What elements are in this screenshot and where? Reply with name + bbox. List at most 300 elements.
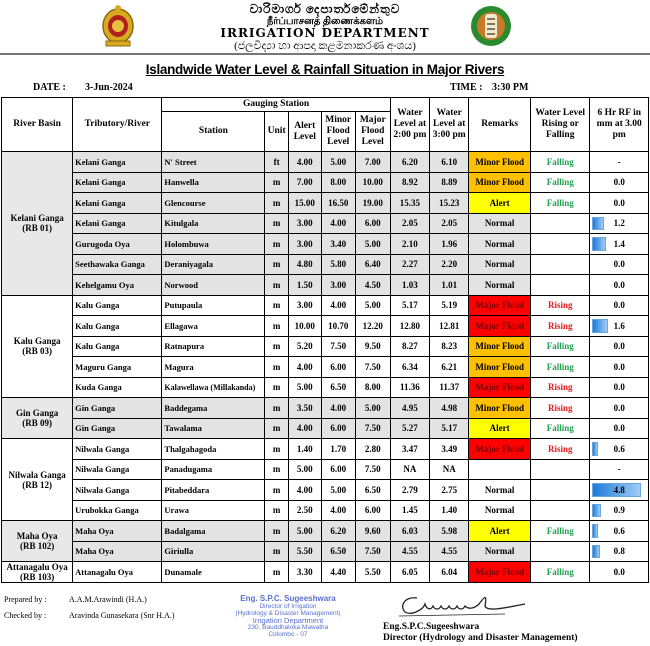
major-flood-cell: 12.20 — [355, 316, 390, 337]
remarks-cell: Major Flood — [469, 562, 531, 583]
tributary-cell: Nilwala Ganga — [73, 459, 162, 480]
tributary-cell: Nilwala Ganga — [73, 480, 162, 501]
rainfall-value: 0.0 — [613, 197, 625, 208]
date-value: 3-Jun-2024 — [85, 82, 133, 93]
trend-cell — [530, 480, 589, 501]
trend-cell: Rising — [530, 398, 589, 419]
major-flood-cell: 7.50 — [355, 418, 390, 439]
major-flood-cell: 6.50 — [355, 480, 390, 501]
station-cell: Magura — [162, 357, 265, 378]
wl-2pm-cell: 12.80 — [390, 316, 429, 337]
river-basin-cell — [2, 521, 73, 562]
table-row — [2, 316, 649, 337]
wl-2pm-cell: 2.27 — [390, 254, 429, 275]
remarks-cell: Normal — [469, 541, 531, 562]
table-row — [2, 500, 649, 521]
sinhala-title: වාරිමාර්ග දෙපාර්තමේන්තුව — [249, 2, 401, 16]
major-flood-cell: 7.00 — [355, 152, 390, 173]
remarks-cell: Normal — [469, 480, 531, 501]
rainfall-bar — [592, 545, 600, 559]
unit-cell: m — [265, 418, 288, 439]
header-minor-flood: Minor Flood Level — [321, 112, 355, 152]
river-basin-cell — [2, 562, 73, 583]
alert-level-cell: 15.00 — [288, 193, 321, 214]
remarks-cell: Minor Flood — [469, 172, 531, 193]
alert-level-cell: 2.50 — [288, 500, 321, 521]
alert-level-cell: 4.00 — [288, 152, 321, 173]
rf-cell — [590, 500, 649, 521]
sri-lanka-emblem-icon — [100, 4, 136, 48]
station-cell: Kalawellawa (Millakanda) — [162, 377, 265, 398]
minor-flood-cell: 6.00 — [321, 357, 355, 378]
river-basin-cell — [2, 295, 73, 398]
alert-level-cell: 4.00 — [288, 480, 321, 501]
checked-by-label: Checked by : — [4, 611, 47, 620]
rainfall-bar — [592, 217, 604, 231]
alert-level-cell: 3.00 — [288, 295, 321, 316]
station-cell: Kitulgala — [162, 213, 265, 234]
checked-by-value: Aravinda Gunasekara (Snr H.A.) — [69, 611, 175, 620]
remarks-cell: Normal — [469, 213, 531, 234]
trend-cell: Falling — [530, 357, 589, 378]
station-cell: N' Street — [162, 152, 265, 173]
basin-code: (RB 01) — [22, 223, 52, 234]
wl-2pm-cell: 6.20 — [390, 152, 429, 173]
tamil-title: நீர்ப்பாசனத் திணைக்களம் — [266, 16, 384, 27]
header-wl-3pm: Water Level at 3:00 pm — [430, 98, 469, 152]
header-rising-falling: Water Level Rising or Falling — [530, 98, 589, 152]
header-divider — [0, 53, 650, 55]
wl-2pm-cell: NA — [390, 459, 429, 480]
station-cell: Hanwella — [162, 172, 265, 193]
tributary-cell: Kelani Ganga — [73, 193, 162, 214]
major-flood-cell: 9.50 — [355, 336, 390, 357]
minor-flood-cell: 3.40 — [321, 234, 355, 255]
rf-cell — [590, 459, 649, 480]
major-flood-cell: 5.00 — [355, 398, 390, 419]
rainfall-value: - — [617, 156, 621, 167]
signatory-name: Eng.S.P.C.Sugeeshwara — [383, 622, 480, 632]
stamp-line: (Hydrology & Disaster Management) — [235, 610, 341, 617]
minor-flood-cell: 7.50 — [321, 336, 355, 357]
station-cell: Urawa — [162, 500, 265, 521]
remarks-cell: Normal — [469, 500, 531, 521]
station-cell: Ellagawa — [162, 316, 265, 337]
rainfall-bar — [592, 319, 608, 333]
unit-cell: m — [265, 357, 288, 378]
station-cell: Giriulla — [162, 541, 265, 562]
preparer-block — [4, 592, 175, 624]
header-unit: Unit — [265, 112, 288, 152]
trend-cell: Falling — [530, 336, 589, 357]
rainfall-value: 0.0 — [613, 259, 625, 270]
wl-3pm-cell: 1.40 — [430, 500, 469, 521]
header-rf-6hr: 6 Hr RF in mm at 3.00 pm — [590, 98, 649, 152]
unit-cell: m — [265, 213, 288, 234]
wl-2pm-cell: 6.05 — [390, 562, 429, 583]
wl-2pm-cell: 3.47 — [390, 439, 429, 460]
alert-level-cell: 1.50 — [288, 275, 321, 296]
major-flood-cell: 2.80 — [355, 439, 390, 460]
stamp-line: Eng. S.P.C. Sugeeshwara — [240, 594, 336, 603]
wl-2pm-cell: 11.36 — [390, 377, 429, 398]
header-river-basin: River Basin — [2, 98, 73, 152]
basin-code: (RB 09) — [22, 418, 52, 428]
wl-3pm-cell: 2.20 — [430, 254, 469, 275]
water-level-table — [1, 97, 649, 583]
major-flood-cell: 8.00 — [355, 377, 390, 398]
tributary-cell: Kuda Ganga — [73, 377, 162, 398]
wl-3pm-cell: 11.37 — [430, 377, 469, 398]
time-label: TIME : — [450, 82, 483, 93]
minor-flood-cell: 5.80 — [321, 254, 355, 275]
remarks-cell: Major Flood — [469, 377, 531, 398]
basin-code: (RB 102) — [19, 541, 55, 551]
unit-cell: m — [265, 172, 288, 193]
basin-code: (RB 103) — [19, 572, 55, 582]
minor-flood-cell: 6.50 — [321, 377, 355, 398]
basin-code: (RB 12) — [22, 479, 52, 490]
report-title: Islandwide Water Level & Rainfall Situation in Major Rivers — [145, 62, 505, 77]
wl-3pm-cell: 4.55 — [430, 541, 469, 562]
tributary-cell: Kelani Ganga — [73, 152, 162, 173]
wl-3pm-cell: 5.17 — [430, 418, 469, 439]
rainfall-value: 0.0 — [613, 402, 625, 413]
major-flood-cell: 7.50 — [355, 541, 390, 562]
department-heading — [190, 3, 460, 53]
alert-level-cell: 5.00 — [288, 377, 321, 398]
trend-cell — [530, 234, 589, 255]
rf-cell — [590, 480, 649, 501]
tributary-cell: Maha Oya — [73, 541, 162, 562]
tributary-cell: Maguru Ganga — [73, 357, 162, 378]
rf-cell — [590, 275, 649, 296]
station-cell: Tawalama — [162, 418, 265, 439]
tributary-cell: Kelani Ganga — [73, 213, 162, 234]
wl-3pm-cell: 6.04 — [430, 562, 469, 583]
rainfall-value: 4.8 — [613, 484, 625, 495]
signatory-block — [383, 622, 578, 644]
minor-flood-cell: 4.00 — [321, 295, 355, 316]
rainfall-value: 0.0 — [613, 300, 625, 311]
major-flood-cell: 9.60 — [355, 521, 390, 542]
trend-cell: Falling — [530, 193, 589, 214]
tributary-cell: Gin Ganga — [73, 418, 162, 439]
station-cell: Panadugama — [162, 459, 265, 480]
unit-cell: m — [265, 541, 288, 562]
major-flood-cell: 5.50 — [355, 562, 390, 583]
wl-3pm-cell: 15.23 — [430, 193, 469, 214]
minor-flood-cell: 5.00 — [321, 152, 355, 173]
wl-2pm-cell: 8.92 — [390, 172, 429, 193]
remarks-cell: Minor Flood — [469, 357, 531, 378]
trend-cell — [530, 459, 589, 480]
rainfall-value: 0.6 — [613, 443, 625, 454]
remarks-cell: Minor Flood — [469, 398, 531, 419]
minor-flood-cell: 6.00 — [321, 418, 355, 439]
alert-level-cell: 3.50 — [288, 398, 321, 419]
minor-flood-cell: 5.00 — [321, 480, 355, 501]
rf-cell — [590, 439, 649, 460]
major-flood-cell: 7.50 — [355, 459, 390, 480]
trend-cell: Falling — [530, 418, 589, 439]
station-cell: Holombuwa — [162, 234, 265, 255]
signatory-title: Director (Hydrology and Disaster Management) — [383, 633, 578, 643]
rainfall-value: 0.8 — [613, 546, 625, 557]
rf-cell — [590, 336, 649, 357]
alert-level-cell: 5.50 — [288, 541, 321, 562]
table-row — [2, 213, 649, 234]
wl-2pm-cell: 15.35 — [390, 193, 429, 214]
station-cell: Putupaula — [162, 295, 265, 316]
rainfall-value: 0.0 — [613, 423, 625, 434]
station-cell: Glencourse — [162, 193, 265, 214]
date-label: DATE : — [33, 82, 66, 93]
rainfall-bar — [592, 442, 598, 456]
station-cell: Thalgahagoda — [162, 439, 265, 460]
tributary-cell: Kalu Ganga — [73, 336, 162, 357]
wl-3pm-cell: 1.96 — [430, 234, 469, 255]
report-footer — [0, 592, 650, 646]
table-row — [2, 234, 649, 255]
tributary-cell: Kelani Ganga — [73, 172, 162, 193]
river-basin-cell — [2, 398, 73, 439]
tributary-cell: Gurugoda Oya — [73, 234, 162, 255]
rf-cell — [590, 213, 649, 234]
station-cell: Dunamale — [162, 562, 265, 583]
english-title: IRRIGATION DEPARTMENT — [220, 26, 430, 40]
rf-cell — [590, 254, 649, 275]
rf-cell — [590, 418, 649, 439]
minor-flood-cell: 4.00 — [321, 398, 355, 419]
wl-2pm-cell: 1.03 — [390, 275, 429, 296]
rainfall-value: 0.0 — [613, 341, 625, 352]
wl-3pm-cell: 12.81 — [430, 316, 469, 337]
remarks-cell — [469, 459, 531, 480]
table-row — [2, 521, 649, 542]
station-cell: Badalgama — [162, 521, 265, 542]
wl-2pm-cell: 2.79 — [390, 480, 429, 501]
letterhead — [0, 0, 650, 56]
wl-3pm-cell: 4.98 — [430, 398, 469, 419]
station-cell: Baddegama — [162, 398, 265, 419]
remarks-cell: Normal — [469, 275, 531, 296]
major-flood-cell: 7.50 — [355, 357, 390, 378]
wl-2pm-cell: 6.03 — [390, 521, 429, 542]
prepared-by-label: Prepared by : — [4, 595, 47, 604]
unit-cell: m — [265, 234, 288, 255]
major-flood-cell: 5.00 — [355, 295, 390, 316]
trend-cell: Falling — [530, 562, 589, 583]
wl-2pm-cell: 2.10 — [390, 234, 429, 255]
rf-cell — [590, 172, 649, 193]
rf-cell — [590, 316, 649, 337]
rainfall-value: 1.2 — [613, 218, 625, 229]
alert-level-cell: 5.20 — [288, 336, 321, 357]
table-row — [2, 439, 649, 460]
trend-cell: Rising — [530, 316, 589, 337]
remarks-cell: Major Flood — [469, 295, 531, 316]
minor-flood-cell: 6.50 — [321, 541, 355, 562]
unit-cell: m — [265, 254, 288, 275]
unit-cell: m — [265, 398, 288, 419]
tributary-cell: Gin Ganga — [73, 398, 162, 419]
trend-cell: Rising — [530, 439, 589, 460]
trend-cell: Falling — [530, 172, 589, 193]
official-stamp — [218, 594, 358, 638]
rainfall-value: 0.0 — [613, 177, 625, 188]
wl-3pm-cell: 3.49 — [430, 439, 469, 460]
rf-cell — [590, 377, 649, 398]
rainfall-value: 0.0 — [613, 279, 625, 290]
rf-cell — [590, 398, 649, 419]
rf-cell — [590, 193, 649, 214]
wl-3pm-cell: 5.98 — [430, 521, 469, 542]
rainfall-value: 0.9 — [613, 505, 625, 516]
minor-flood-cell: 4.00 — [321, 213, 355, 234]
table-row — [2, 377, 649, 398]
rainfall-value: 1.6 — [613, 320, 625, 331]
station-cell: Pitabeddara — [162, 480, 265, 501]
wl-2pm-cell: 2.05 — [390, 213, 429, 234]
major-flood-cell: 19.00 — [355, 193, 390, 214]
trend-cell: Rising — [530, 377, 589, 398]
river-basin-cell — [2, 152, 73, 296]
basin-name: Kalu Ganga — [13, 336, 61, 347]
rainfall-value: 0.0 — [613, 361, 625, 372]
alert-level-cell: 4.00 — [288, 418, 321, 439]
stamp-line: Colombo - 07 — [268, 631, 308, 638]
unit-cell: m — [265, 193, 288, 214]
remarks-cell: Normal — [469, 234, 531, 255]
rf-cell — [590, 521, 649, 542]
rainfall-value: 0.0 — [613, 382, 625, 393]
table-row — [2, 254, 649, 275]
major-flood-cell: 10.00 — [355, 172, 390, 193]
header-alert-level: Alert Level — [288, 112, 321, 152]
alert-level-cell: 3.00 — [288, 234, 321, 255]
remarks-cell: Alert — [469, 418, 531, 439]
wl-3pm-cell: 2.75 — [430, 480, 469, 501]
alert-level-cell: 5.00 — [288, 521, 321, 542]
rf-cell — [590, 541, 649, 562]
trend-cell — [530, 254, 589, 275]
unit-cell: m — [265, 295, 288, 316]
table-row — [2, 418, 649, 439]
table-row — [2, 152, 649, 173]
unit-cell: m — [265, 275, 288, 296]
rf-cell — [590, 295, 649, 316]
minor-flood-cell: 8.00 — [321, 172, 355, 193]
signature-icon — [395, 592, 545, 618]
table-row — [2, 275, 649, 296]
table-row — [2, 459, 649, 480]
table-row — [2, 336, 649, 357]
table-row — [2, 172, 649, 193]
table-row — [2, 562, 649, 583]
unit-cell: m — [265, 336, 288, 357]
remarks-cell: Alert — [469, 521, 531, 542]
unit-cell: m — [265, 439, 288, 460]
alert-level-cell: 4.00 — [288, 357, 321, 378]
alert-level-cell: 3.00 — [288, 213, 321, 234]
stamp-line: Director of Irrigation — [259, 603, 317, 610]
alert-level-cell: 10.00 — [288, 316, 321, 337]
rainfall-value: - — [617, 464, 621, 475]
minor-flood-cell: 6.20 — [321, 521, 355, 542]
tributary-cell: Attanagalu Oya — [73, 562, 162, 583]
wl-2pm-cell: 5.17 — [390, 295, 429, 316]
wl-3pm-cell: 8.89 — [430, 172, 469, 193]
wl-3pm-cell: 8.23 — [430, 336, 469, 357]
table-row — [2, 398, 649, 419]
time-value: 3:30 PM — [492, 82, 529, 93]
wl-3pm-cell: 5.19 — [430, 295, 469, 316]
wl-3pm-cell: NA — [430, 459, 469, 480]
unit-cell: m — [265, 562, 288, 583]
trend-cell — [530, 213, 589, 234]
prepared-by-value: A.A.M.Arawindi (H.A.) — [69, 595, 147, 604]
table-body — [2, 152, 649, 583]
trend-cell — [530, 541, 589, 562]
minor-flood-cell: 10.70 — [321, 316, 355, 337]
wl-2pm-cell: 6.34 — [390, 357, 429, 378]
trend-cell: Falling — [530, 521, 589, 542]
remarks-cell: Minor Flood — [469, 152, 531, 173]
alert-level-cell: 7.00 — [288, 172, 321, 193]
wl-3pm-cell: 6.21 — [430, 357, 469, 378]
rf-cell — [590, 234, 649, 255]
basin-name: Kelani Ganga — [10, 213, 64, 224]
header-major-flood: Major Flood Level — [355, 112, 390, 152]
minor-flood-cell: 16.50 — [321, 193, 355, 214]
major-flood-cell: 4.50 — [355, 275, 390, 296]
wl-2pm-cell: 8.27 — [390, 336, 429, 357]
header-station: Station — [162, 112, 265, 152]
rainfall-value: 0.6 — [613, 525, 625, 536]
unit-cell: m — [265, 521, 288, 542]
unit-cell: m — [265, 377, 288, 398]
sinhala-subtitle: (ජලවිද්‍යා හා ආපදා කළමනාකරණ අංශය) — [234, 40, 416, 52]
alert-level-cell: 5.00 — [288, 459, 321, 480]
remarks-cell: Major Flood — [469, 316, 531, 337]
remarks-cell: Normal — [469, 254, 531, 275]
rf-cell — [590, 562, 649, 583]
header-wl-2pm: Water Level at 2:00 pm — [390, 98, 429, 152]
rf-cell — [590, 152, 649, 173]
alert-level-cell: 1.40 — [288, 439, 321, 460]
tributary-cell: Nilwala Ganga — [73, 439, 162, 460]
header-remarks: Remarks — [469, 98, 531, 152]
trend-cell — [530, 275, 589, 296]
wl-3pm-cell: 6.10 — [430, 152, 469, 173]
tributary-cell: Urubokka Ganga — [73, 500, 162, 521]
major-flood-cell: 6.00 — [355, 213, 390, 234]
wl-2pm-cell: 4.55 — [390, 541, 429, 562]
alert-level-cell: 3.30 — [288, 562, 321, 583]
wl-2pm-cell: 1.45 — [390, 500, 429, 521]
rainfall-bar — [592, 504, 601, 518]
remarks-cell: Alert — [469, 193, 531, 214]
tributary-cell: Seethawaka Ganga — [73, 254, 162, 275]
major-flood-cell: 6.00 — [355, 500, 390, 521]
stamp-line: 230, Bauddhaloka Mawatha — [247, 624, 329, 631]
wl-3pm-cell: 2.05 — [430, 213, 469, 234]
table-row — [2, 357, 649, 378]
major-flood-cell: 5.00 — [355, 234, 390, 255]
unit-cell: ft — [265, 152, 288, 173]
wl-2pm-cell: 5.27 — [390, 418, 429, 439]
